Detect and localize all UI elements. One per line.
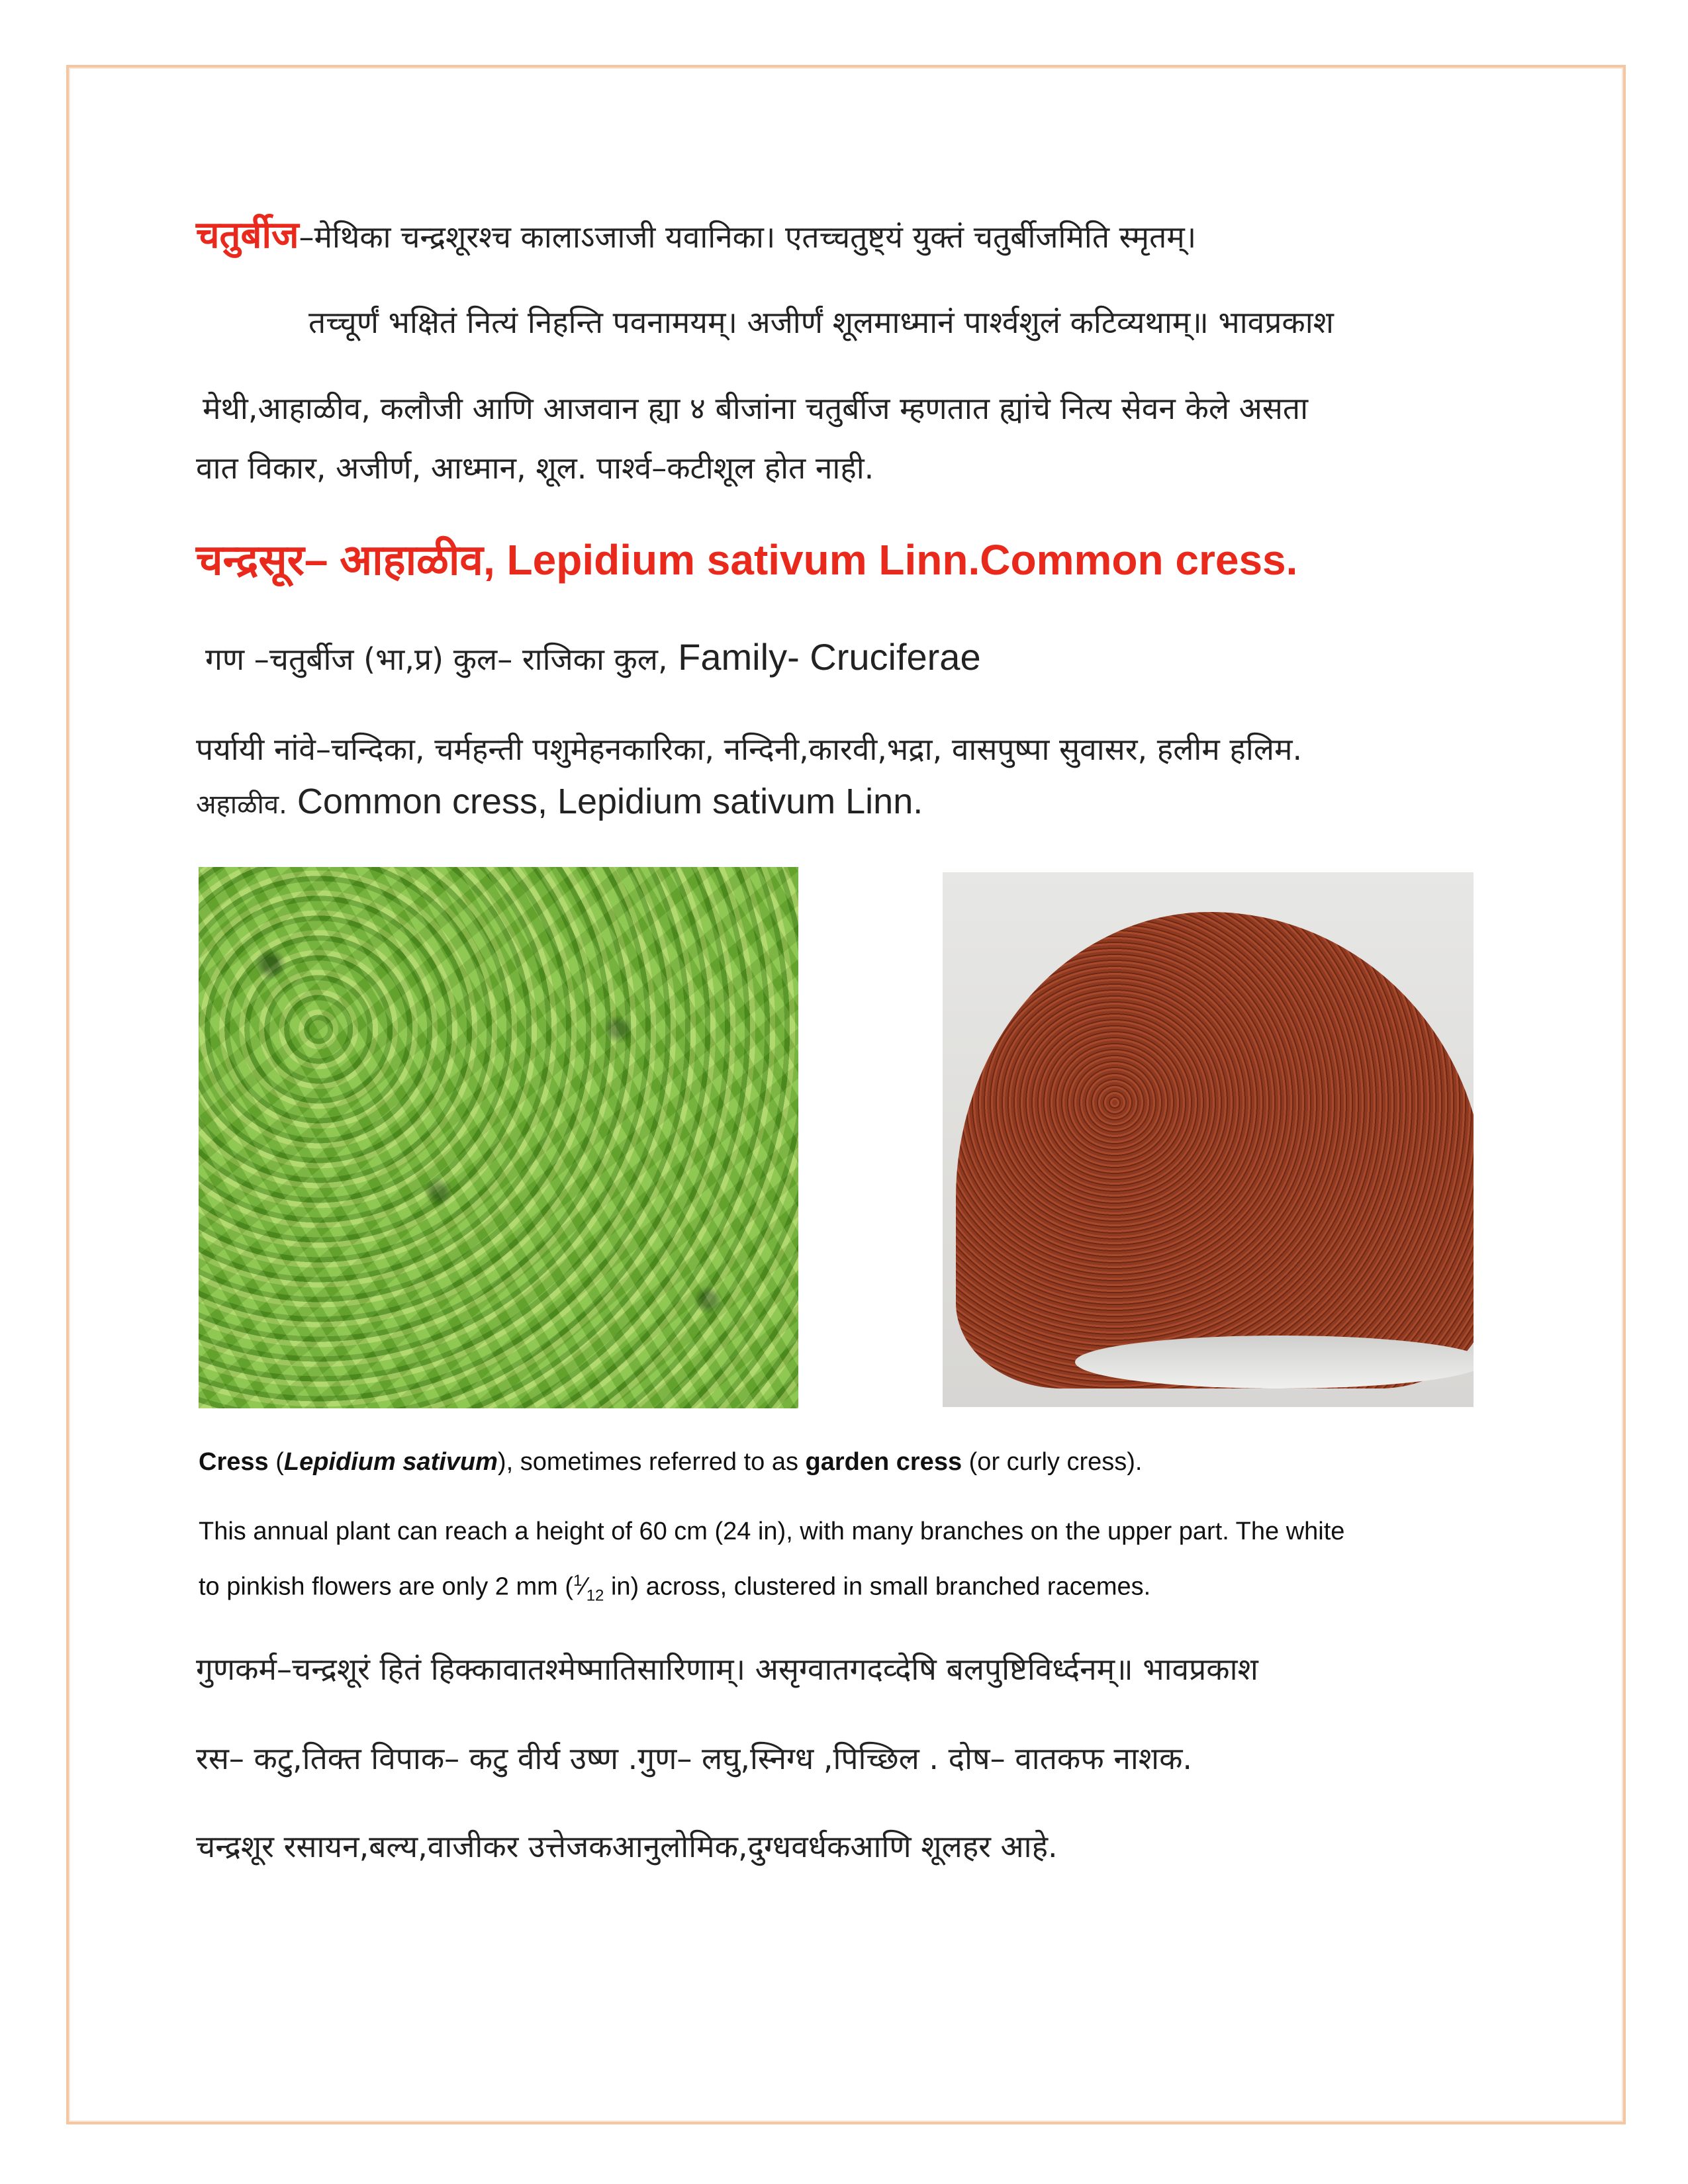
fraction-slash: ⁄ (582, 1572, 586, 1601)
caption-garden-cress: garden cress (805, 1448, 962, 1476)
alias-line (196, 781, 923, 822)
rasa-line: रस– कटु,तिक्त विपाक– कटु वीर्य उष्ण .गुण– लघु,स्निग्ध ,पिच्छिल . दोष– वातकफ नाशक. (196, 1741, 1193, 1776)
caption-paren-open: ( (268, 1448, 284, 1476)
alias-devanagari: अहाळीव. (196, 790, 287, 820)
fraction-numerator: 1 (573, 1572, 583, 1590)
gana-kula-text: गण –चतुर्बीज (भा,प्र) कुल– राजिका कुल, (205, 641, 668, 677)
caption-species: Lepidium sativum (283, 1448, 498, 1476)
chaturbeej-verse-1: –मेथिका चन्द्रशूरश्च कालाऽजाजी यवानिका। एतच्चतुष्ट्यं युक्तं चतुर्बीजमिति स्मृतम्। (299, 219, 1197, 255)
chaturbeej-verse-line (196, 208, 1196, 259)
chaturbeej-description-1: मेथी,आहाळीव, कलौजी आणि आजवान ह्या ४ बीजांना चतुर्बीज म्हणतात ह्यांचे नित्य सेवन केले असता (203, 390, 1309, 426)
caption-line-1 (199, 1448, 1142, 1477)
seed-dish (1075, 1336, 1474, 1388)
cress-seeds-image (943, 872, 1474, 1407)
chaturbeej-title: चतुर्बीज (196, 214, 299, 257)
chaturbeej-description-2: वात विकार, अजीर्ण, आध्मान, शूल. पार्श्व–कटीशूल होत नाही. (196, 450, 874, 486)
caption-end: (or curly cress). (962, 1448, 1143, 1476)
chaturbeej-verse-2: तच्चूर्णं भक्षितं नित्यं निहन्ति पवनामयम्। अजीर्णं शूलमाध्मानं पार्श्वशुलं कटिव्यथाम्॥ भावप्रकाश (308, 304, 1334, 340)
caption-line-3 (199, 1572, 1150, 1605)
caption-cress: Cress (199, 1448, 269, 1476)
cress-seedlings-image (199, 867, 798, 1408)
caption-mid: ), sometimes referred to as (497, 1448, 806, 1476)
fraction-denominator: 12 (586, 1586, 604, 1605)
caption-line-2: This annual plant can reach a height of 60 cm (24 in), with many branches on the upper part. The white (199, 1518, 1345, 1545)
synonyms-line: पर्यायी नांवे–चन्दिका, चर्महन्ती पशुमेहनकारिका, नन्दिनी,कारवी,भद्रा, वासपुष्पा सुवासर, हलीम हलिम. (196, 731, 1303, 767)
gana-kula-line (205, 635, 981, 679)
uses-line: चन्द्रशूर रसायन,बल्य,वाजीकर उत्तेजकआनुलोमिक,दुग्धवर्धकआणि शूलहर आहे. (196, 1829, 1058, 1864)
seed-pile (956, 912, 1474, 1388)
family-text: Family- Cruciferae (667, 636, 981, 678)
chandrasur-heading: चन्द्रसूर– आहाळीव, Lepidium sativum Linn.Common cress. (196, 536, 1298, 584)
alias-latin: Common cress, Lepidium sativum Linn. (287, 782, 923, 821)
gunakarma-verse: गुणकर्म–चन्द्रशूरं हितं हिक्कावातश्मेष्मातिसारिणाम्। असृग्वातगदव्देषि बलपुष्टिविर्ध्दनम्॥ भावप्रकाश (196, 1651, 1258, 1687)
caption-line-3a: to pinkish flowers are only 2 mm ( (199, 1572, 573, 1601)
caption-line-3b: in) across, clustered in small branched racemes. (604, 1572, 1151, 1601)
